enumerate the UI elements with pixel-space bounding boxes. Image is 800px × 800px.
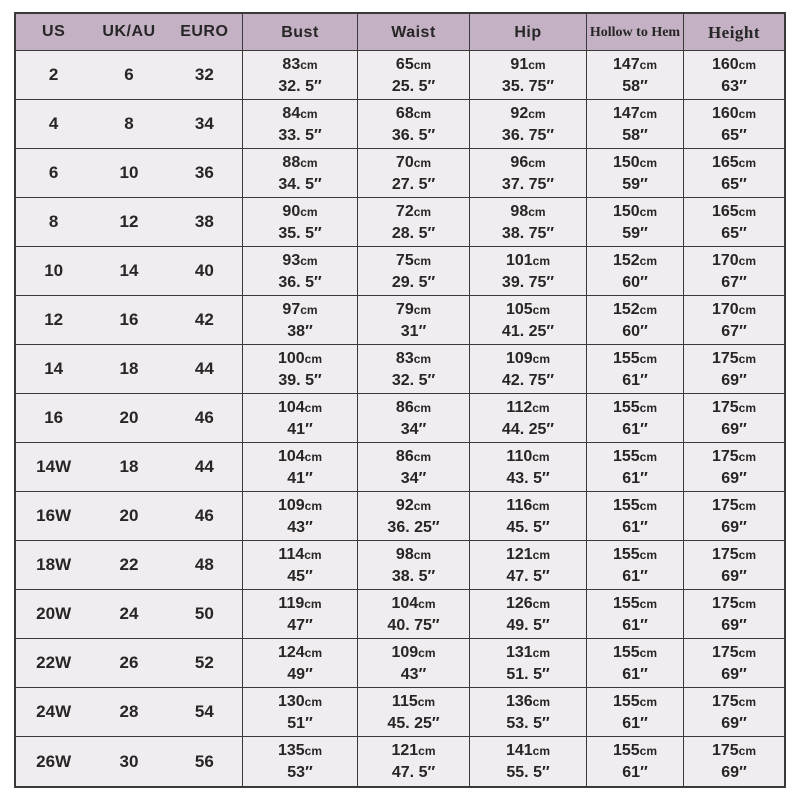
size-cells-group [16, 296, 243, 344]
cell-hollow-to-hem: 155cm 61″ [587, 394, 684, 442]
cell-hollow-to-hem: 147cm 58″ [587, 51, 684, 99]
cell-bust: 114cm 45″ [243, 541, 358, 589]
cell-hollow-to-hem: 155cm 61″ [587, 345, 684, 393]
cell-hip: 98cm 38. 75″ [470, 198, 587, 246]
size-cells-group [16, 492, 243, 540]
cell-euro-size: 40 [194, 261, 214, 280]
cell-uk-au-size: 18 [119, 457, 139, 476]
size-cells-group [16, 149, 243, 197]
cell-waist: 109cm 43″ [358, 639, 470, 687]
cell-euro-size: 44 [194, 457, 214, 476]
table-row [16, 345, 784, 394]
cell-us-size: 10 [44, 261, 64, 280]
header-hollow-to-hem: Hollow to Hem [587, 14, 684, 50]
cell-bust: 100cm 39. 5″ [243, 345, 358, 393]
cell-uk-au-size: 12 [119, 212, 139, 231]
cell-euro-size: 54 [194, 702, 214, 721]
cell-height: 175cm 69″ [711, 643, 757, 683]
size-cells-group [16, 688, 243, 736]
cell-bust: 104cm 41″ [243, 394, 358, 442]
cell-hollow-to-hem: 155cm 61″ [587, 541, 684, 589]
size-cells-group [16, 100, 243, 148]
cell-hip: 131cm 51. 5″ [470, 639, 587, 687]
cell-euro-size: 46 [194, 408, 214, 427]
cell-euro-size: 32 [194, 65, 214, 84]
size-cells-group [16, 443, 243, 491]
cell-us-size: 16W [36, 506, 72, 525]
table-row [16, 198, 784, 247]
cell-uk-au-size: 20 [119, 506, 139, 525]
cell-euro-size: 52 [194, 653, 214, 672]
cell-uk-au-size: 10 [119, 163, 139, 182]
table-row [16, 394, 784, 443]
cell-euro-size: 50 [194, 604, 214, 623]
cell-uk-au-size: 30 [119, 751, 139, 771]
cell-height: 175cm 69″ [711, 349, 757, 389]
cell-uk-au-size: 8 [124, 114, 134, 133]
size-chart-table [14, 12, 786, 788]
cell-hip: 126cm 49. 5″ [470, 590, 587, 638]
cell-us-size: 2 [48, 65, 59, 84]
cell-hollow-to-hem: 152cm 60″ [587, 296, 684, 344]
header-euro: EURO [180, 23, 229, 40]
header-hip: Hip [470, 14, 587, 50]
cell-height: 165cm 65″ [711, 202, 757, 242]
size-cells-group [16, 590, 243, 638]
cell-uk-au-size: 24 [119, 604, 139, 623]
cell-waist: 86cm 34″ [358, 394, 470, 442]
cell-hollow-to-hem: 155cm 61″ [587, 639, 684, 687]
size-cells-group [16, 198, 243, 246]
cell-us-size: 24W [36, 702, 72, 721]
cell-hip: 121cm 47. 5″ [470, 541, 587, 589]
cell-us-size: 26W [36, 751, 72, 771]
cell-bust: 93cm 36. 5″ [243, 247, 358, 295]
cell-us-size: 12 [44, 310, 64, 329]
cell-waist: 75cm 29. 5″ [358, 247, 470, 295]
cell-us-size: 14 [44, 359, 64, 378]
table-row [16, 639, 784, 688]
cell-euro-size: 46 [194, 506, 214, 525]
table-row [16, 149, 784, 198]
cell-hip: 141cm 55. 5″ [470, 737, 587, 786]
cell-height: 160cm 65″ [711, 104, 757, 144]
cell-bust: 90cm 35. 5″ [243, 198, 358, 246]
cell-hollow-to-hem: 155cm 61″ [587, 492, 684, 540]
cell-hip: 110cm 43. 5″ [470, 443, 587, 491]
table-row [16, 590, 784, 639]
cell-height: 175cm 69″ [711, 545, 757, 585]
cell-waist: 79cm 31″ [358, 296, 470, 344]
table-row [16, 443, 784, 492]
cell-waist: 86cm 34″ [358, 443, 470, 491]
table-row [16, 492, 784, 541]
cell-us-size: 22W [36, 653, 72, 672]
size-columns-header-group [16, 14, 243, 50]
header-uk-au: UK/AU [102, 23, 156, 40]
header-waist: Waist [358, 14, 470, 50]
cell-waist: 115cm 45. 25″ [358, 688, 470, 736]
cell-hip: 105cm 41. 25″ [470, 296, 587, 344]
cell-waist: 83cm 32. 5″ [358, 345, 470, 393]
cell-hip: 136cm 53. 5″ [470, 688, 587, 736]
cell-hip: 96cm 37. 75″ [470, 149, 587, 197]
cell-bust: 104cm 41″ [243, 443, 358, 491]
cell-us-size: 16 [44, 408, 64, 427]
table-row [16, 51, 784, 100]
cell-us-size: 18W [36, 555, 72, 574]
header-bust: Bust [243, 14, 358, 50]
size-cells-group [16, 345, 243, 393]
cell-uk-au-size: 6 [124, 65, 134, 84]
cell-uk-au-size: 22 [119, 555, 139, 574]
cell-uk-au-size: 28 [119, 702, 139, 721]
size-cells-group [16, 51, 243, 99]
cell-waist: 65cm 25. 5″ [358, 51, 470, 99]
cell-bust: 119cm 47″ [243, 590, 358, 638]
cell-uk-au-size: 16 [119, 310, 139, 329]
cell-us-size: 8 [48, 212, 59, 231]
cell-waist: 98cm 38. 5″ [358, 541, 470, 589]
table-row [16, 688, 784, 737]
header-height: Height [707, 22, 761, 42]
cell-us-size: 14W [36, 457, 72, 476]
cell-hollow-to-hem: 155cm 61″ [587, 590, 684, 638]
cell-euro-size: 56 [194, 751, 214, 771]
table-row [16, 247, 784, 296]
cell-hip: 101cm 39. 75″ [470, 247, 587, 295]
cell-height: 175cm 69″ [711, 398, 757, 438]
cell-waist: 121cm 47. 5″ [358, 737, 470, 786]
size-cells-group [16, 247, 243, 295]
cell-euro-size: 36 [194, 163, 214, 182]
cell-hollow-to-hem: 150cm 59″ [587, 198, 684, 246]
cell-bust: 97cm 38″ [243, 296, 358, 344]
table-header-row [16, 14, 784, 51]
size-cells-group [16, 639, 243, 687]
header-us: US [42, 23, 66, 40]
cell-bust: 84cm 33. 5″ [243, 100, 358, 148]
table-row [16, 737, 784, 786]
cell-height: 175cm 69″ [711, 692, 757, 732]
cell-hollow-to-hem: 155cm 61″ [587, 688, 684, 736]
cell-bust: 130cm 51″ [243, 688, 358, 736]
cell-hollow-to-hem: 152cm 60″ [587, 247, 684, 295]
cell-waist: 70cm 27. 5″ [358, 149, 470, 197]
cell-bust: 83cm 32. 5″ [243, 51, 358, 99]
cell-height: 160cm 63″ [711, 55, 757, 95]
cell-uk-au-size: 20 [119, 408, 139, 427]
cell-hip: 112cm 44. 25″ [470, 394, 587, 442]
cell-height: 175cm 69″ [711, 496, 757, 536]
cell-hollow-to-hem: 155cm 61″ [587, 737, 684, 786]
cell-waist: 104cm 40. 75″ [358, 590, 470, 638]
cell-hip: 91cm 35. 75″ [470, 51, 587, 99]
cell-euro-size: 44 [194, 359, 214, 378]
cell-height: 175cm 69″ [711, 594, 757, 634]
table-row [16, 296, 784, 345]
size-cells-group [16, 737, 243, 786]
cell-height: 175cm 69″ [711, 742, 757, 781]
cell-height: 170cm 67″ [711, 300, 757, 340]
size-cells-group [16, 394, 243, 442]
cell-uk-au-size: 18 [119, 359, 139, 378]
cell-bust: 109cm 43″ [243, 492, 358, 540]
cell-euro-size: 34 [194, 114, 214, 133]
cell-waist: 92cm 36. 25″ [358, 492, 470, 540]
cell-us-size: 6 [48, 163, 59, 182]
cell-waist: 68cm 36. 5″ [358, 100, 470, 148]
cell-euro-size: 42 [194, 310, 214, 329]
cell-bust: 135cm 53″ [243, 737, 358, 786]
cell-bust: 124cm 49″ [243, 639, 358, 687]
table-row [16, 541, 784, 590]
table-body [16, 51, 784, 786]
cell-us-size: 20W [36, 604, 72, 623]
table-row [16, 100, 784, 149]
cell-hip: 92cm 36. 75″ [470, 100, 587, 148]
cell-uk-au-size: 14 [119, 261, 139, 280]
cell-hip: 109cm 42. 75″ [470, 345, 587, 393]
cell-hollow-to-hem: 147cm 58″ [587, 100, 684, 148]
cell-euro-size: 38 [194, 212, 214, 231]
cell-uk-au-size: 26 [119, 653, 139, 672]
cell-euro-size: 48 [194, 555, 214, 574]
cell-height: 165cm 65″ [711, 153, 757, 193]
size-cells-group [16, 541, 243, 589]
cell-us-size: 4 [48, 114, 59, 133]
cell-height: 175cm 69″ [711, 447, 757, 487]
cell-waist: 72cm 28. 5″ [358, 198, 470, 246]
cell-hip: 116cm 45. 5″ [470, 492, 587, 540]
cell-bust: 88cm 34. 5″ [243, 149, 358, 197]
cell-hollow-to-hem: 155cm 61″ [587, 443, 684, 491]
cell-hollow-to-hem: 150cm 59″ [587, 149, 684, 197]
cell-height: 170cm 67″ [711, 251, 757, 291]
